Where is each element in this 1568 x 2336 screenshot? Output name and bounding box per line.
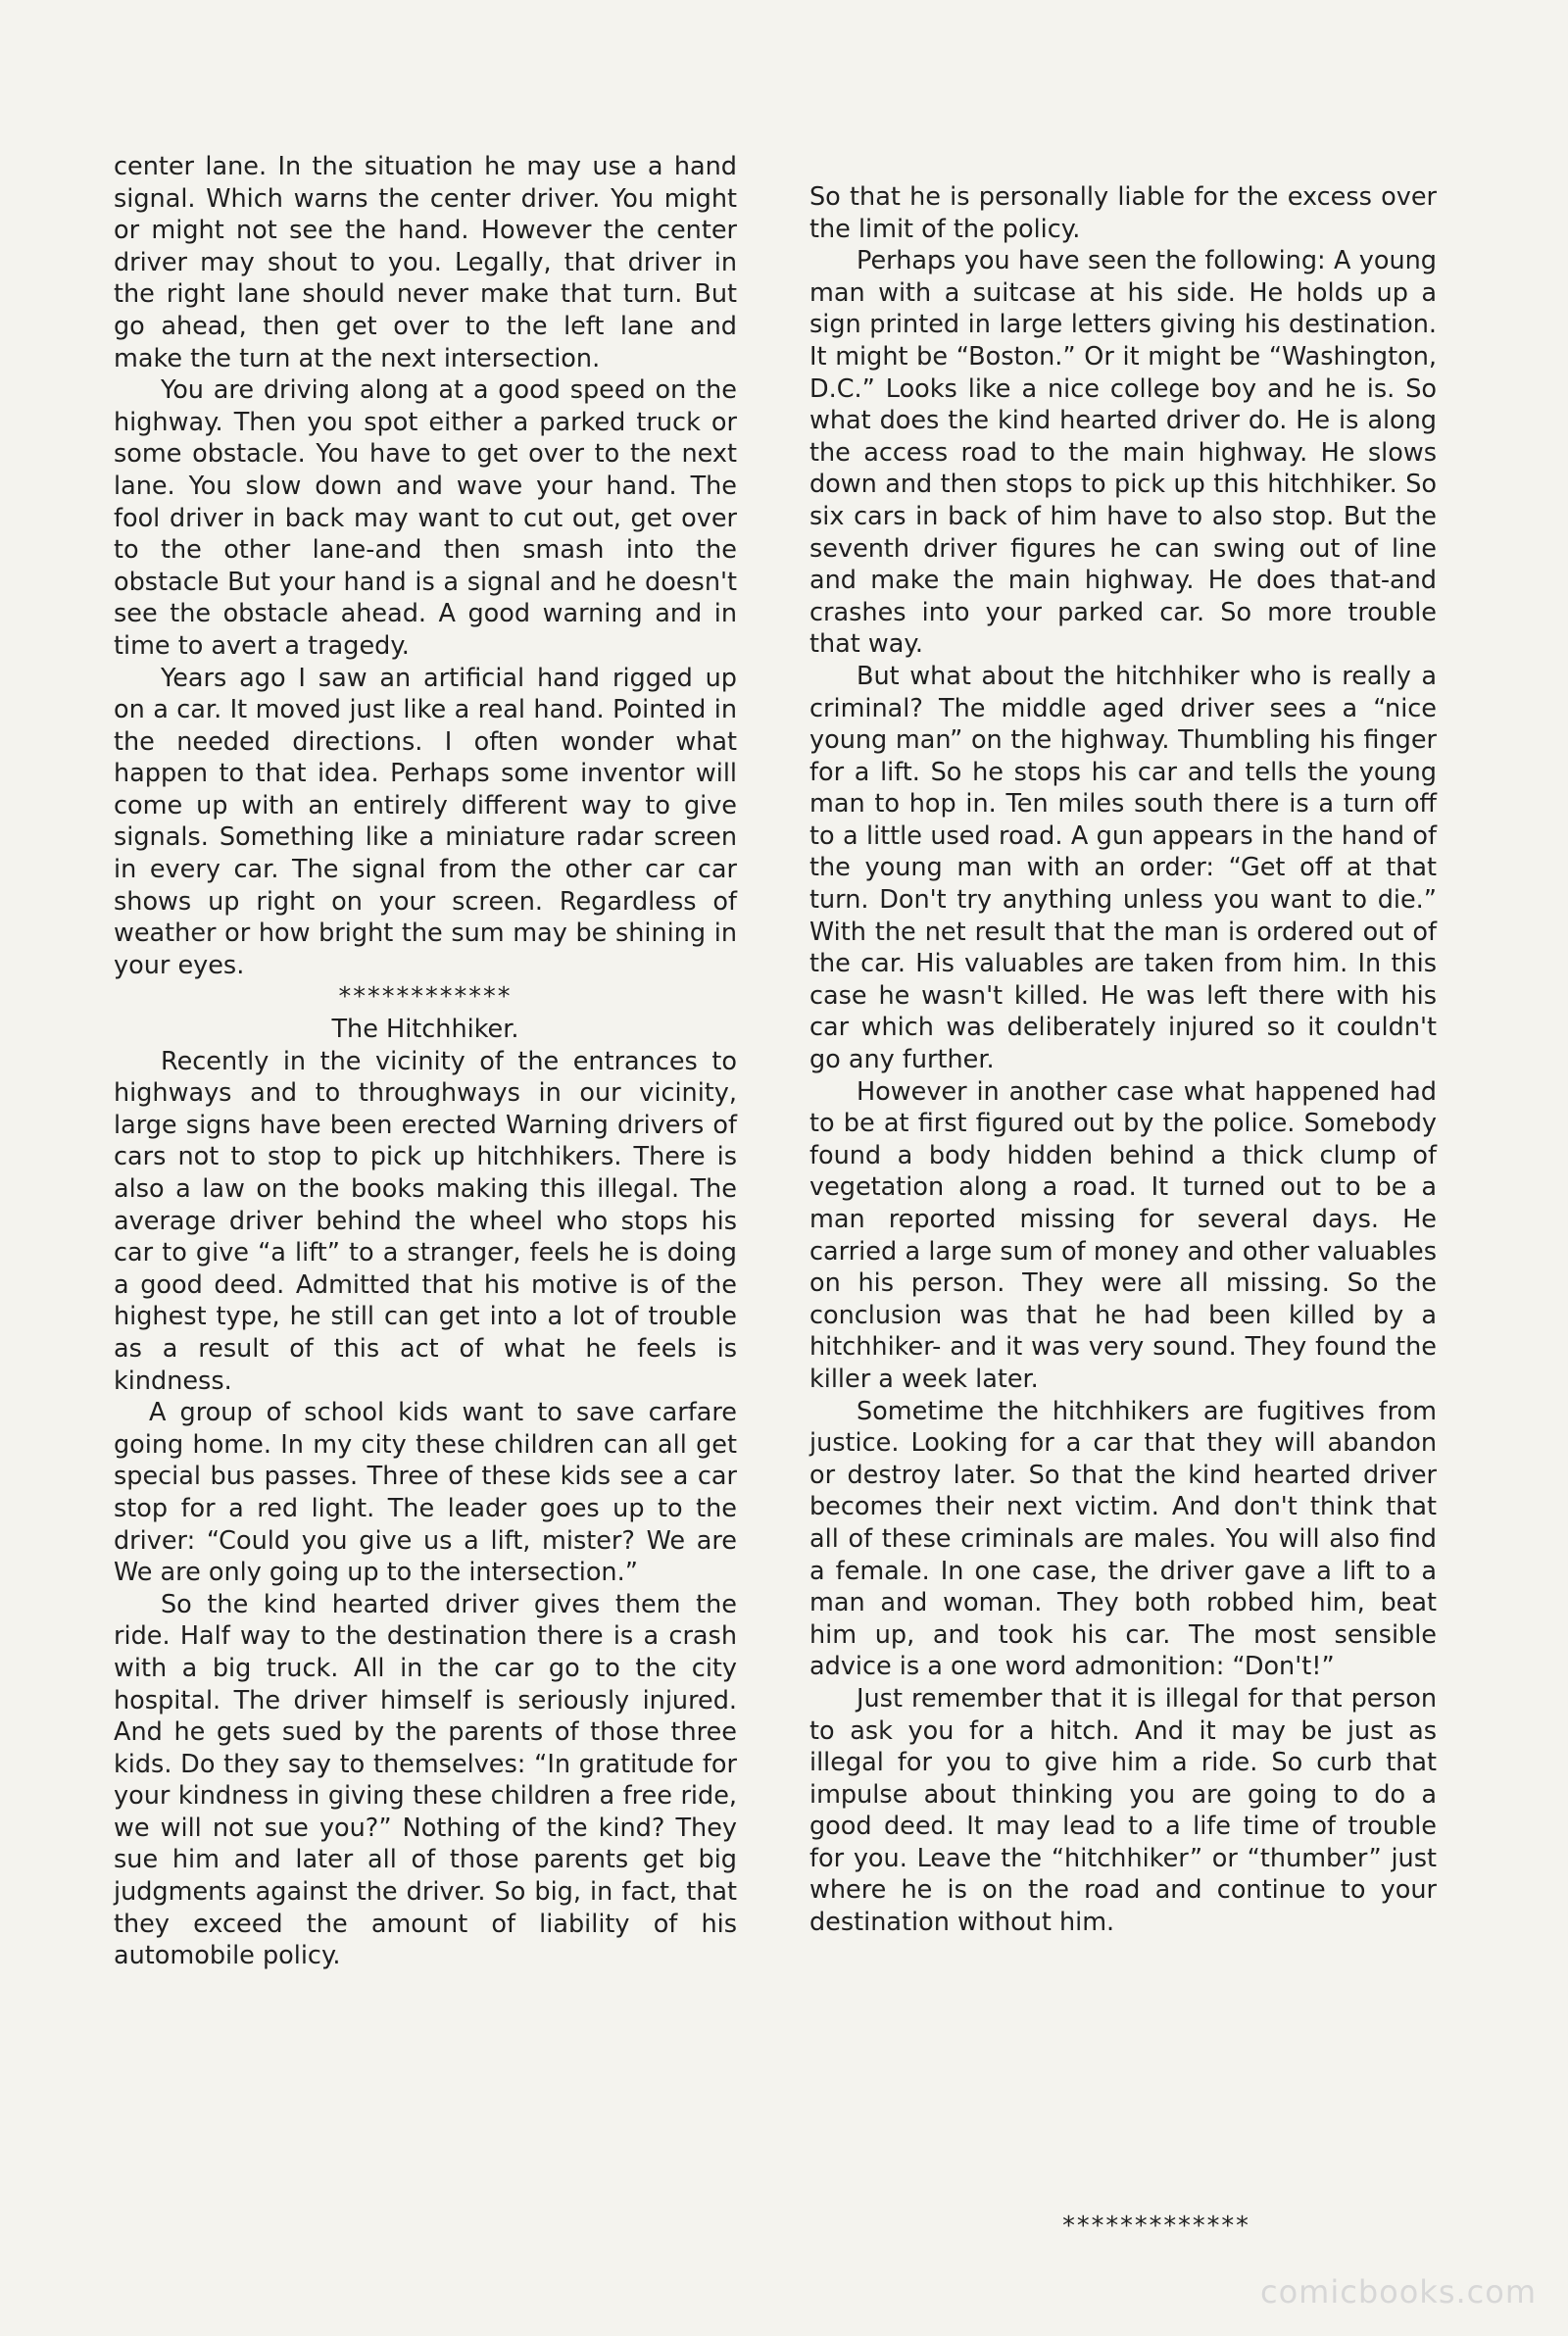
site-watermark: comicbooks.com: [1259, 2273, 1537, 2311]
paragraph-body-found: However in another case what happened had to be at first figured out by the police. Somebody found a body hidden behind a thick clump of vegetation along a road. It turned out to be a man reported missing for several days. He carried a large sum of money and other valuables on his person. They were all missing. So the conclusion was that he had been killed by a hitchhiker- and it was very sound. They found the killer a week later.: [809, 1076, 1437, 1394]
section-separator: ************: [338, 982, 513, 1013]
paragraph-signs-erected: Recently in the vicinity of the entrances to highways and to throughways in our vicinity, large signs have been erected Warning drivers of cars not to stop to pick up hitchhikers. There is also a law on the books making this illegal. The average driver behind the wheel who stops his car to give “a lift” to a stranger, feels he is doing a good deed. Admitted that his motive is of the highest type, he still can get into a lot of trouble as a result of this act of what he feels is kindness.: [114, 1046, 737, 1396]
paragraph-obstacle: You are driving along at a good speed on the highway. Then you spot either a parked truck or some obstacle. You have to get over to the next lane. You slow down and wave your hand. The fool driver in back may want to cut out, get over to the other lane-and then smash into the obstacle But your hand is a signal and he doesn't see the obstacle ahead. A good warning and in time to avert a tragedy.: [114, 375, 737, 661]
paragraph-school-kids: A group of school kids want to save carfare going home. In my city these children can all get special bus passes. Three of these kids see a car stop for a red light. The leader goes up to the driver: “Could you give us a lift, mister? We are We are only going up to the intersection.”: [114, 1398, 737, 1588]
left-column: [114, 151, 737, 1972]
paragraph-conclusion: Just remember that it is illegal for that person to ask you for a hitch. And it may be just as illegal for you to give him a ride. So curb that impulse about thinking you are going to do a good deed. It may lead to a life time of trouble for you. Leave the “hitchhiker” or “thumber” just where he is on the road and continue to your destination without him.: [809, 1683, 1437, 1938]
paragraph-criminal-hitchhiker: But what about the hitchhiker who is really a criminal? The middle aged driver sees a “nice young man” on the highway. Thumbling his finger for a lift. So he stops his car and tells the young man to hop in. Ten miles south there is a turn off to a little used road. A gun appears in the hand of the young man with an order: “Get off at that turn. Don't try anything unless you want to die.” With the net result that the man is ordered out of the car. His valuables are taken from him. In this case he wasn't killed. He was left there with his car which was deliberately injured so it couldn't go any further.: [809, 661, 1437, 1075]
end-separator: *************: [1062, 2212, 1250, 2241]
paragraph-crash-lawsuit: So the kind hearted driver gives them the ride. Half way to the destination there is a crash with a big truck. All in the car go to the city hospital. The driver himself is seriously injured. And he gets sued by the parents of those three kids. Do they say to themselves: “In gratitude for your kindness in giving these children a free ride, we will not sue you?” Nothing of the kind? They sue him and later all of those parents get big judgments against the driver. So big, in fact, that they exceed the amount of liability of his automobile policy.: [114, 1589, 737, 1971]
paragraph-fugitives: Sometime the hitchhikers are fugitives from justice. Looking for a car that they will abandon or destroy later. So that the kind hearted driver becomes their next victim. And don't think that all of these criminals are males. You will also find a female. In one case, the driver gave a lift to a man and woman. They both robbed him, beat him up, and took his car. The most sensible advice is a one word admonition: “Don't!”: [809, 1396, 1437, 1682]
article-heading: The Hitchhiker.: [331, 1015, 519, 1045]
paragraph-liability: So that he is personally liable for the excess over the limit of the policy.: [809, 182, 1437, 244]
paragraph-artificial-hand: Years ago I saw an artificial hand rigged up on a car. It moved just like a real hand. Pointed in the needed directions. I often wonder what happen to that idea. Perhaps some inventor will come up with an entirely different way to give signals. Something like a miniature radar screen in every car. The signal from the other car car shows up right on your screen. Regardless of weather or how bright the sum may be shining in your eyes.: [114, 663, 737, 980]
paragraph-lane-signals: center lane. In the situation he may use a hand signal. Which warns the center driver. You might or might not see the hand. However the center driver may shout to you. Legally, that driver in the right lane should never make that turn. But go ahead, then get over to the left lane and make the turn at the next intersection.: [114, 152, 737, 373]
right-column: [809, 181, 1437, 1939]
paragraph-college-boy: Perhaps you have seen the following: A young man with a suitcase at his side. He holds up a sign printed in large letters giving his destination. It might be “Boston.” Or it might be “Washington, D.C.” Looks like a nice college boy and he is. So what does the kind hearted driver do. He is along the access road to the main highway. He slows down and then stops to pick up this hitchhiker. So six cars in back of him have to also stop. But the seventh driver figures he can swing out of line and make the main highway. He does that-and crashes into your parked car. So more trouble that way.: [809, 246, 1437, 660]
